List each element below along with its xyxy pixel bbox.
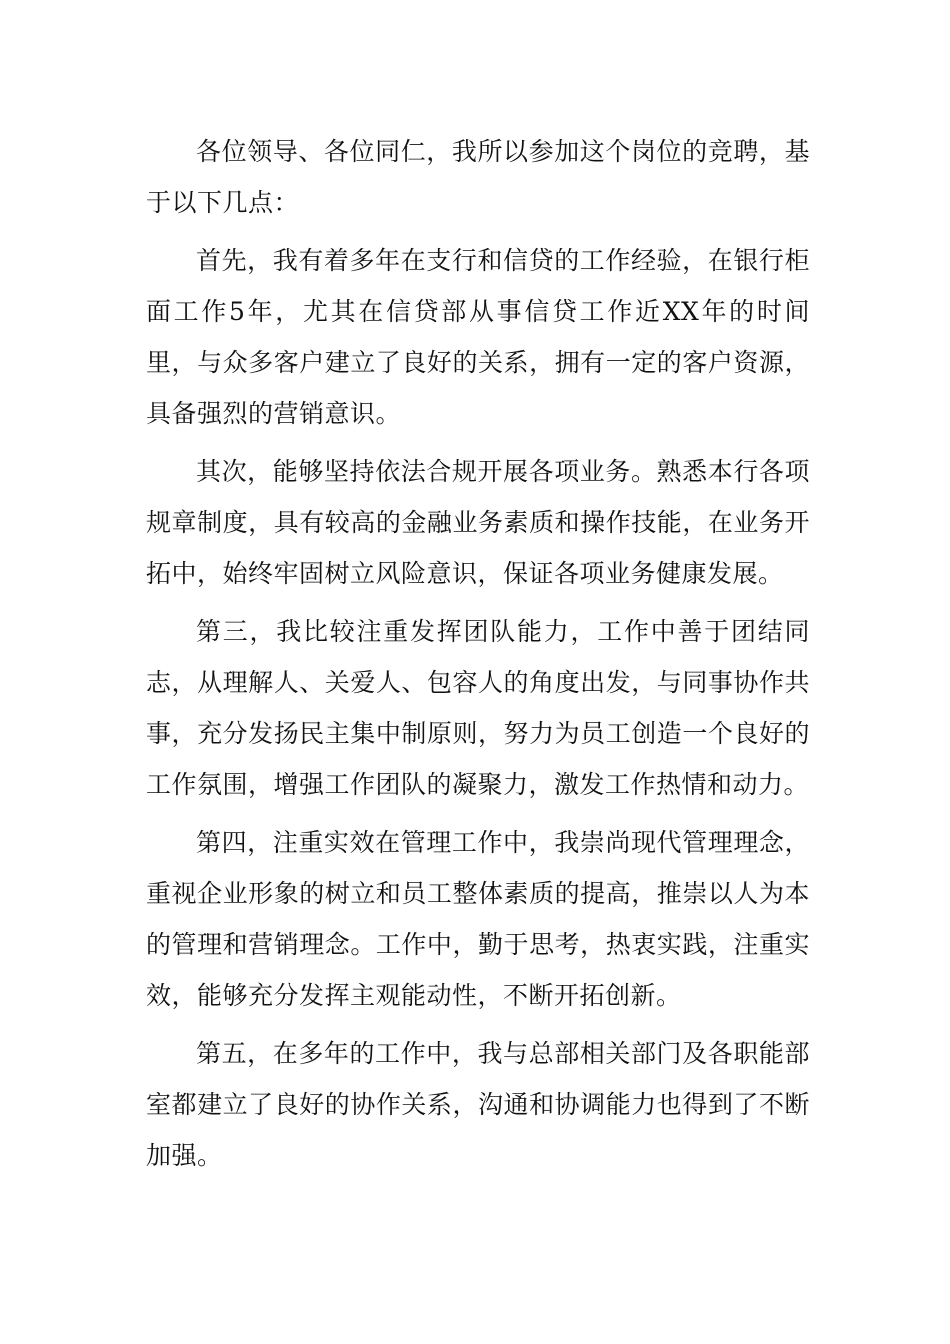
paragraph-intro: 各位领导、各位同仁，我所以参加这个岗位的竞聘，基于以下几点： bbox=[146, 137, 810, 217]
paragraph-fifth: 第五，在多年的工作中，我与总部相关部门及各职能部室都建立了良好的协作关系，沟通和协调能力也得到了不断加强。 bbox=[146, 1039, 810, 1170]
paragraph-first: 首先，我有着多年在支行和信贷的工作经验，在银行柜面工作5年，尤其在信贷部从事信贷工作近XX年的时间里，与众多客户建立了良好的关系，拥有一定的客户资源，具备强烈的营销意识。 bbox=[146, 246, 810, 428]
paragraph-third: 第三，我比较注重发挥团队能力，工作中善于团结同志，从理解人、关爱人、包容人的角度出发，与同事协作共事，充分发扬民主集中制原则，努力为员工创造一个良好的工作氛围，增强工作团队的凝聚力，激发工作热情和动力。 bbox=[146, 617, 810, 799]
paragraph-fourth: 第四，注重实效在管理工作中，我崇尚现代管理理念，重视企业形象的树立和员工整体素质的提高，推崇以人为本的管理和营销理念。工作中，勤于思考，热衷实践，注重实效，能够充分发挥主观能动性，不断开拓创新。 bbox=[146, 828, 810, 1010]
document-body bbox=[146, 126, 810, 1188]
paragraph-second: 其次，能够坚持依法合规开展各项业务。熟悉本行各项规章制度，具有较高的金融业务素质和操作技能，在业务开拓中，始终牢固树立风险意识，保证各项业务健康发展。 bbox=[146, 457, 810, 588]
